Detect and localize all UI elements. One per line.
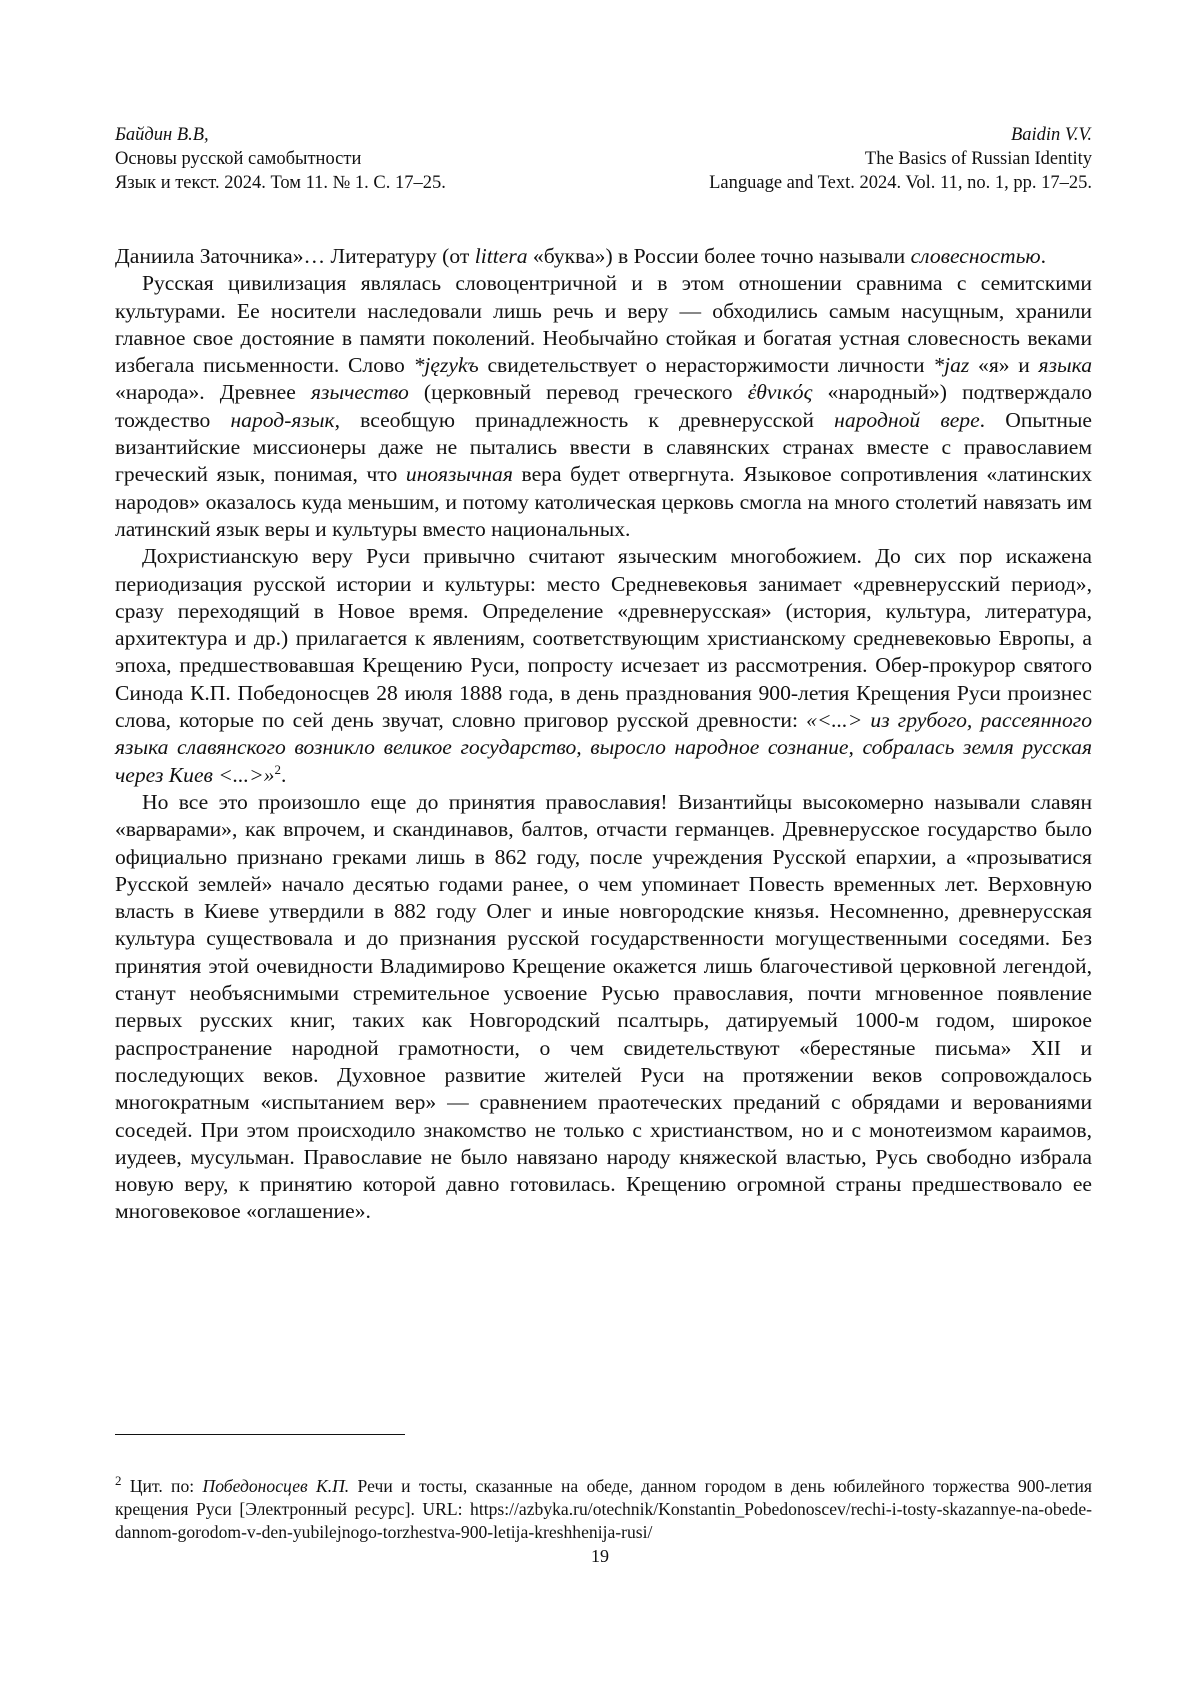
italic-term: народной вере	[834, 407, 980, 432]
text-run: «я» и	[969, 353, 1039, 378]
text-run: «народа». Древнее	[115, 380, 311, 405]
text-run: Речи и тосты, сказанные на обеде, данном городом в день юбилейного торжества 900-летия крещения Руси [Электронный ресурс]. URL:	[115, 1476, 1092, 1519]
text-run: свидетельствует о нерасторжимости личности	[478, 353, 934, 378]
body-text	[115, 243, 1092, 1226]
italic-term: язычество	[310, 380, 409, 405]
footnote-separator	[115, 1434, 405, 1435]
italic-term: *jaz	[933, 353, 970, 378]
text-run: Но все это произошло еще до принятия православия! Византийцы высокомерно называли славян «варварами», как впрочем, и скандинавов, балтов, отчасти германцев. Древнерусское государство было официально признано греками лишь в 862 году, после учреждения Русской епархии, а «прозыватися Русской землей» начало десятью годами ранее, о чем упоминает Повесть временных лет. Верховную власть в Киеве утвердили в 882 году Олег и иные новгородские князья. Несомненно, древнерусская культура существовала и до признания русской государственности могущественными соседями. Без принятия этой очевидности Владимирово Крещение окажется лишь благочестивой церковной легендой, станут необъяснимыми стремительное усвоение Русью православия, почти мгновенное появление первых русских книг, таких как Новгородский псалтырь, датируемый 1000-м годом, широкое распространение народной грамотности, о чем свидетельствуют «берестяные письма» XII и последующих веков. Духовное развитие жителей Руси на протяжении веков сопровождалось многократным «испытанием вер» — сравнением праотеческих преданий с обрядами и верованиями соседей. При этом происходило знакомство не только с христианством, но и с монотеизмом караимов, иудеев, мусульман. Православие не было навязано народу княжеской властью, Русь свободно избрала новую веру, к принятию которой давно готовилась. Крещению огромной страны предшествовало ее многовековое «оглашение».	[115, 789, 1092, 1224]
italic-term: словесностью	[910, 244, 1041, 268]
footnote	[115, 1475, 1092, 1544]
footnote-2	[115, 1475, 1092, 1544]
italic-term: иноязычная	[405, 462, 513, 487]
text-run: .	[280, 762, 287, 787]
header-citation-en: Language and Text. 2024. Vol. 11, no. 1, pp. 17–25.	[709, 173, 1092, 193]
italic-term: народ-язык	[230, 407, 335, 432]
footnote-url-link[interactable]: https://azbyka.ru/otechnik/Konstantin_Pobedonoscev/rechi-i-tosty-skazannye-na-obede-dannom-gorodom-v-den-yubilejnogo-torzhestva-900-letija-kreshhenija-rusi/	[115, 1499, 1092, 1542]
header-right	[709, 123, 1092, 195]
paragraph-4	[115, 789, 1092, 1226]
header-author-ru: Байдин В.В,	[115, 125, 209, 145]
running-header	[115, 123, 1092, 195]
text-run: Даниила Заточника»… Литературу (от	[115, 244, 475, 268]
text-run: Цит. по:	[121, 1476, 203, 1496]
italic-term: littera	[474, 244, 528, 268]
italic-term: *językъ	[413, 353, 479, 378]
italic-term: языка	[1038, 353, 1092, 378]
header-author-en: Baidin V.V.	[1010, 125, 1092, 145]
italic-term: ἐθνικός	[747, 380, 813, 405]
header-left	[115, 123, 446, 195]
page-number: 19	[591, 1546, 609, 1566]
paragraph-3	[115, 543, 1092, 789]
paragraph-1	[115, 243, 1092, 270]
header-title-en: The Basics of Russian Identity	[864, 149, 1092, 169]
text-run: Дохристианскую веру Руси привычно считают языческим многобожием. До сих пор искажена периодизация русской истории и культуры: место Средневековья занимает «древнерусский период», сразу переходящий в Новое время. Определение «древнерусская» (история, культура, литература, архитектура и др.) прилагается к явлениям, соответствующим христианскому средневековью Европы, а эпоха, предшествовавшая Крещению Руси, попросту исчезает из рассмотрения. Обер-прокурор святого Синода К.П. Победоносцев 28 июля 1888 года, в день празднования 900-летия Крещения Руси произнес слова, которые по сей день звучат, словно приговор русской древности:	[115, 544, 1092, 733]
text-run: .	[1040, 244, 1047, 268]
footnote-mark: 2	[115, 1473, 122, 1489]
text-run: «народный») подтверждало тождество	[115, 380, 1092, 432]
text-run: «буква») в России более точно называли	[527, 244, 911, 268]
italic-quote: «<...> из грубого, рассеянного языка славянского возникло великое государство, выросло народное сознание, собралась земля русская через Киев <...>»	[115, 708, 1093, 787]
text-run: вера будет отвергнута. Языковое сопротивления «латинских народов» оказалось куда меньшим, и потому католическая церковь смогла на много столетий навязать им латинский язык веры и культуры вместо национальных.	[115, 462, 1093, 541]
footnote-reference[interactable]: 2	[274, 761, 281, 777]
text-run: . Опытные византийские миссионеры даже не пытались ввести в славянских странах вместе с православием греческий язык, понимая, что	[115, 407, 1092, 487]
text-run: , всеобщую принадлежность к древнерусской	[334, 407, 835, 432]
header-citation-ru: Язык и текст. 2024. Том 11. № 1. С. 17–25.	[115, 173, 446, 193]
header-title-ru: Основы русской самобытности	[115, 149, 362, 169]
text-run: (церковный перевод греческого	[408, 380, 748, 405]
footnote-author: Победоносцев К.П.	[202, 1476, 350, 1496]
paragraph-2	[115, 270, 1092, 543]
text-run: Русская цивилизация являлась словоцентричной и в этом отношении сравнима с семитскими культурами. Ее носители наследовали лишь речь и веру — обходились самым насущным, хранили главное свое достояние в памяти поколений. Необычайно стойкая и богатая устная словесность веками избегала письменности. Слово	[115, 271, 1092, 378]
